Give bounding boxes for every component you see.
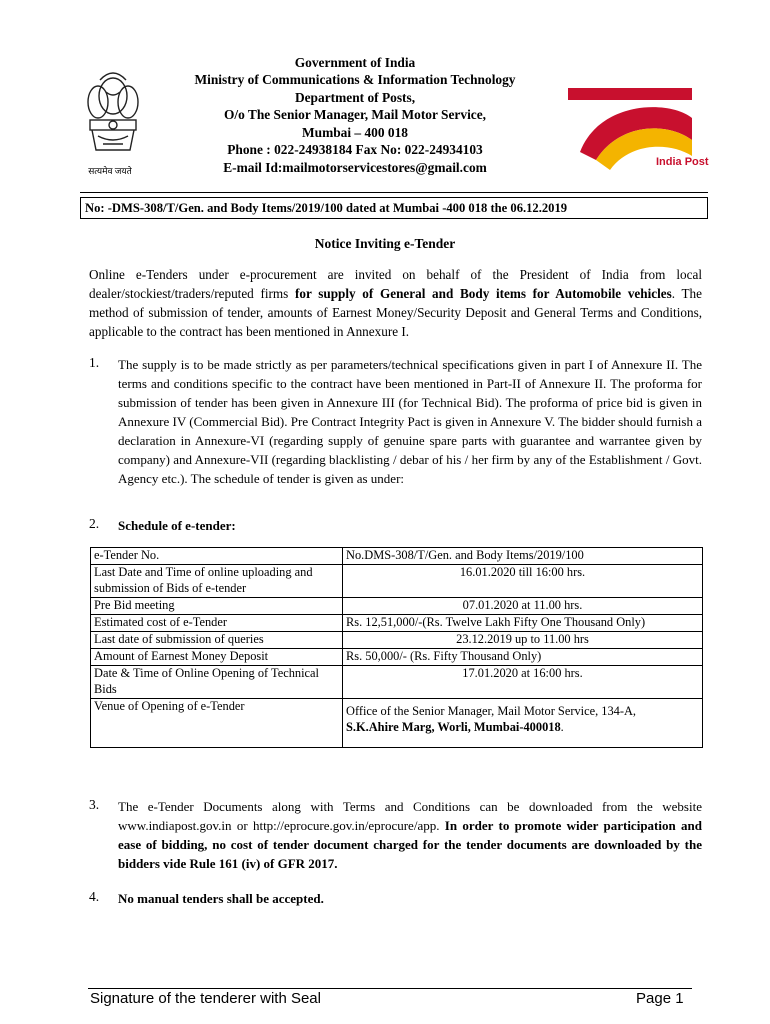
table-cell-label: Date & Time of Online Opening of Technical Bids xyxy=(91,666,343,699)
notice-title: Notice Inviting e-Tender xyxy=(314,236,456,251)
schedule-table xyxy=(90,547,703,748)
table-cell-label: Amount of Earnest Money Deposit xyxy=(91,649,343,666)
table-cell-value xyxy=(343,699,703,748)
table-cell-value: 17.01.2020 at 16:00 hrs. xyxy=(343,666,703,699)
item-4-number: 4. xyxy=(89,889,100,904)
table-row xyxy=(91,649,703,666)
item-3-number: 3. xyxy=(89,797,100,812)
item-4-text: No manual tenders shall be accepted. xyxy=(118,891,324,906)
venue-text: Office of the Senior Manager, Mail Motor Service, 134-A, xyxy=(346,704,637,718)
table-cell-value: No.DMS-308/T/Gen. and Body Items/2019/100 xyxy=(343,548,703,565)
page-number: Page 1 xyxy=(636,990,684,1007)
table-cell-label: e-Tender No. xyxy=(91,548,343,565)
header-line-5: Mumbai – 400 018 xyxy=(301,125,408,140)
item-3-bold: In order to promote wider participation and ease of bidding, no cost of tender document charged for the tender documents are downloaded by the bidders vide Rule 161 (iv) of GFR 2017. xyxy=(118,818,702,871)
table-row xyxy=(91,666,703,699)
intro-text-bold: for supply of General and Body items for Automobile vehicles xyxy=(294,286,672,301)
table-cell-value: Rs. 50,000/- (Rs. Fifty Thousand Only) xyxy=(343,649,703,666)
table-row xyxy=(91,565,703,598)
footer-signature-label: Signature of the tenderer with Seal xyxy=(90,990,321,1007)
reference-number: No: -DMS-308/T/Gen. and Body Items/2019/100 dated at Mumbai -400 018 the 06.12.2019 xyxy=(80,197,708,219)
header-line-2: Ministry of Communications & Information Technology xyxy=(194,72,516,87)
table-cell-label: Estimated cost of e-Tender xyxy=(91,615,343,632)
table-row xyxy=(91,598,703,615)
table-cell-label: Pre Bid meeting xyxy=(91,598,343,615)
table-cell-value: Rs. 12,51,000/-(Rs. Twelve Lakh Fifty One Thousand Only) xyxy=(343,615,703,632)
header-line-6: Phone : 022-24938184 Fax No: 022-24934103 xyxy=(227,142,483,157)
table-cell-label: Last date of submission of queries xyxy=(91,632,343,649)
venue-address-bold: S.K.Ahire Marg, Worli, Mumbai-400018 xyxy=(346,719,561,734)
item-1-text: The supply is to be made strictly as per parameters/technical specifications given in part I of Annexure II. The terms and conditions specific to the contract have been mentioned in Part-II of Annexure II. The proforma for submission of tender has been given in Annexure III (for Technical Bid). The proforma of price bid is given in Annexure IV (Commercial Bid). Pre Contract Integrity Pact is given in Annexure V. The bidder should furnish a declaration in Annexure-VI (regarding supply of genuine spare parts with guarantee and warrantee given by company) and Annexure-VII (regarding blacklisting / debar of his / her firm by any of the Establishment / Govt. Agency etc.). The schedule of tender is given as under: xyxy=(118,357,702,486)
footer-divider xyxy=(88,988,692,989)
header-divider xyxy=(80,192,708,193)
item-2-number: 2. xyxy=(89,516,100,531)
intro-paragraph xyxy=(89,265,702,341)
item-1-number: 1. xyxy=(89,355,100,370)
national-emblem-icon xyxy=(78,66,148,176)
table-row xyxy=(91,632,703,649)
header-line-1: Government of India xyxy=(294,55,416,70)
item-3-text xyxy=(118,797,702,873)
header-line-3: Department of Posts, xyxy=(294,90,416,105)
table-row xyxy=(91,699,703,748)
table-cell-value: 23.12.2019 up to 11.00 hrs xyxy=(343,632,703,649)
table-cell-value: 16.01.2020 till 16:00 hrs. xyxy=(343,565,703,598)
item-3-plain: The e-Tender Documents along with Terms and Conditions can be downloaded from the website www.indiapost.gov.in or http://eprocure.gov.in/eprocure/app. xyxy=(118,799,702,833)
table-cell-label: Venue of Opening of e-Tender xyxy=(91,699,343,748)
item-2-title: Schedule of e-tender: xyxy=(118,518,236,533)
venue-tail: . xyxy=(560,719,564,734)
india-post-logo-english: India Post xyxy=(656,156,709,168)
intro-text-2: . The method of submission of tender, amounts of Earnest Money/Security Deposit and General Terms and Conditions, applicable to the contract has been mentioned in Annexure I. xyxy=(89,286,702,339)
header-line-4: O/o The Senior Manager, Mail Motor Service, xyxy=(223,107,487,122)
table-row xyxy=(91,548,703,565)
table-row xyxy=(91,615,703,632)
intro-text-1: Online e-Tenders under e-procurement are invited on behalf of the President of India from local dealer/stockiest/traders/reputed firms xyxy=(89,267,702,301)
table-cell-label: Last Date and Time of online uploading and submission of Bids of e-tender xyxy=(91,565,343,598)
header-line-7: E-mail Id:mailmotorservicestores@gmail.com xyxy=(223,160,487,175)
table-cell-value: 07.01.2020 at 11.00 hrs. xyxy=(343,598,703,615)
india-post-logo-hindi: भारतीय डाक xyxy=(596,64,670,81)
emblem-motto: सत्यमेव जयते xyxy=(88,166,132,176)
